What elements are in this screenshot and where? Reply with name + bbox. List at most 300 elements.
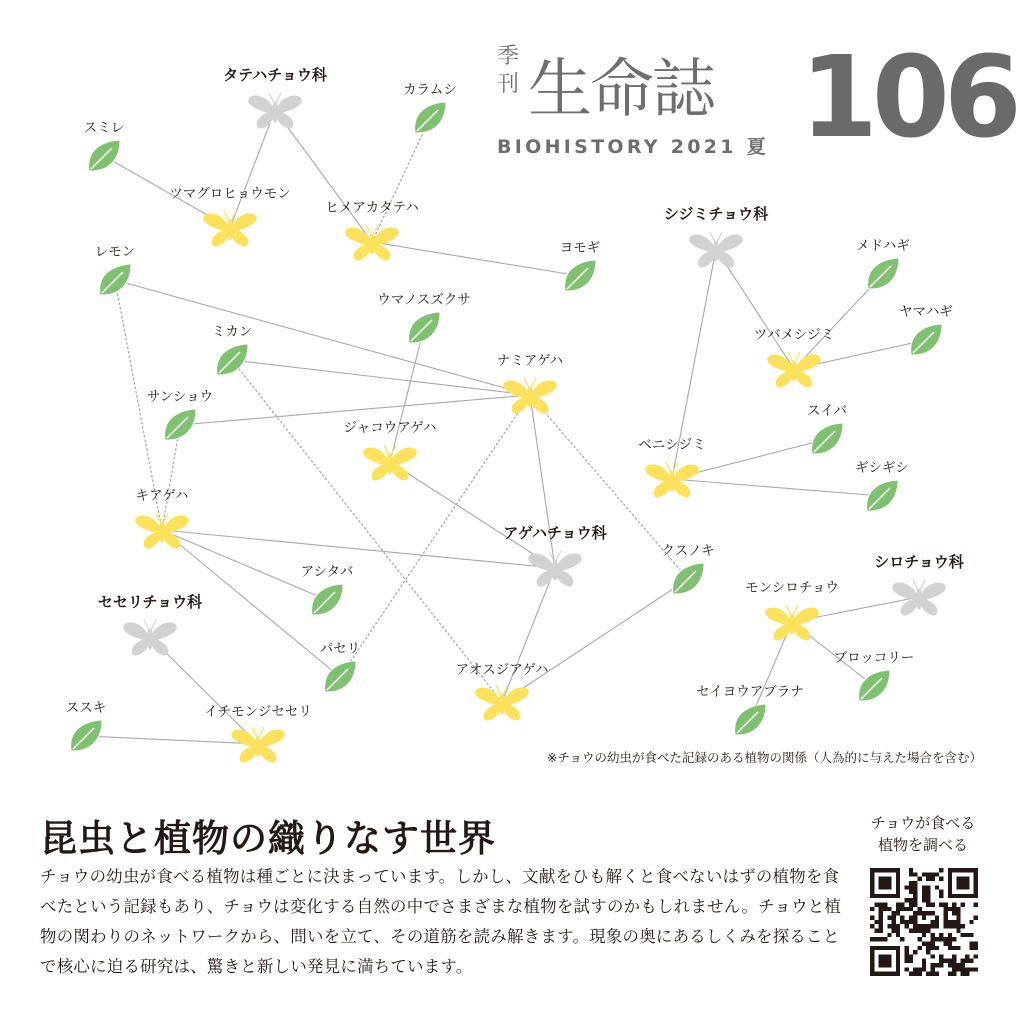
qr-module <box>948 920 952 924</box>
qr-module <box>913 894 917 898</box>
label-benishijimi: ベニシジミ <box>638 437 706 453</box>
label-broccoli: ブロッコリー <box>833 650 915 666</box>
qr-module <box>930 963 934 967</box>
qr-module <box>939 963 943 967</box>
qr-module <box>913 911 917 915</box>
qr-caption-line-2: 植物を調べる <box>877 836 968 854</box>
qr-module <box>922 894 926 898</box>
qr-module <box>879 924 883 928</box>
qr-module <box>961 903 965 907</box>
qr-module <box>930 903 934 907</box>
qr-module <box>918 924 922 928</box>
qr-module <box>956 920 960 924</box>
leaf-icon-yamahagi <box>911 324 942 355</box>
food-link-namiageha-mikan <box>232 360 530 395</box>
qr-module <box>918 937 922 941</box>
qr-module <box>892 920 896 924</box>
qr-module <box>930 911 934 915</box>
magazine-name: 生命誌 <box>528 53 714 127</box>
family-butterfly-icon-tateha <box>249 93 302 128</box>
qr-module <box>900 916 904 920</box>
unusual-link-himeaka-karamushi <box>372 118 430 242</box>
label-tsubame: ツバメシジミ <box>753 327 835 343</box>
qr-module <box>930 954 934 958</box>
qr-module <box>943 916 947 920</box>
qr-module <box>969 933 973 937</box>
butterfly-icon-jakou <box>364 445 417 480</box>
qr-module <box>870 924 874 928</box>
qr-module <box>913 916 917 920</box>
qr-module <box>896 924 900 928</box>
qr-module <box>930 941 934 945</box>
qr-module <box>918 928 922 932</box>
qr-module <box>918 911 922 915</box>
label-shiro: シロチョウ科 <box>874 553 964 571</box>
qr-module <box>874 928 878 932</box>
label-ashitaba: アシタバ <box>300 564 354 580</box>
qr-module <box>969 946 973 950</box>
label-seseri: セセリチョウ科 <box>97 593 203 611</box>
label-ichimonji: イチモンジセセリ <box>204 704 312 720</box>
leaf-icon-gishigishi <box>867 480 898 511</box>
family-butterfly-icon-shiro <box>893 580 946 615</box>
qr-module <box>922 933 926 937</box>
qr-module <box>939 937 943 941</box>
qr-module <box>922 890 926 894</box>
qr-module <box>892 911 896 915</box>
qr-module <box>926 928 930 932</box>
qr-module <box>918 967 922 971</box>
leaf-icon-seiyouaburana <box>735 704 766 735</box>
qr-module <box>870 907 874 911</box>
label-himeaka: ヒメアカタテハ <box>325 200 419 216</box>
qr-module <box>922 885 926 889</box>
qr-module <box>930 920 934 924</box>
qr-module <box>939 868 943 872</box>
qr-module <box>913 890 917 894</box>
qr-module <box>913 903 917 907</box>
qr-module <box>926 898 930 902</box>
qr-module <box>913 898 917 902</box>
family-link-ageha-kiageha <box>162 530 555 568</box>
qr-module <box>913 872 917 876</box>
qr-module <box>961 959 965 963</box>
qr-module <box>969 959 973 963</box>
label-ageha: アゲハチョウ科 <box>503 524 607 542</box>
quarterly-label-top: 季 <box>497 44 520 69</box>
qr-module <box>909 928 913 932</box>
qr-caption <box>858 812 988 856</box>
butterfly-icon-kiageha <box>136 513 189 548</box>
qr-module <box>943 907 947 911</box>
qr-module <box>918 946 922 950</box>
leaf-icon-sanshou <box>165 409 196 440</box>
qr-module <box>922 872 926 876</box>
label-gishigishi: ギシギシ <box>855 460 909 476</box>
qr-module <box>935 916 939 920</box>
qr-module <box>909 903 913 907</box>
qr-module <box>909 898 913 902</box>
label-susuki: ススキ <box>65 700 107 716</box>
leaf-icon-sumire <box>89 140 120 171</box>
qr-module <box>896 911 900 915</box>
leaf-icon-ashitaba <box>312 584 343 615</box>
qr-module <box>974 967 978 971</box>
qr-module <box>909 868 913 872</box>
qr-module <box>935 963 939 967</box>
qr-module <box>922 941 926 945</box>
qr-module <box>930 933 934 937</box>
label-yamahagi: ヤマハギ <box>899 304 953 320</box>
qr-module <box>943 937 947 941</box>
quarterly-label-bottom: 刊 <box>497 72 520 97</box>
qr-module <box>909 907 913 911</box>
qr-module <box>922 967 926 971</box>
qr-module <box>922 928 926 932</box>
qr-module <box>905 920 909 924</box>
qr-module <box>961 933 965 937</box>
qr-module <box>961 963 965 967</box>
qr-module <box>939 877 943 881</box>
qr-code[interactable] <box>870 868 978 976</box>
qr-module <box>892 924 896 928</box>
unusual-link-kiageha-sanshou <box>162 425 180 530</box>
qr-module <box>913 967 917 971</box>
family-butterfly-icon-ageha <box>529 551 582 586</box>
qr-module <box>956 946 960 950</box>
food-link-benishijimi-gishigishi <box>672 479 882 496</box>
label-shijimi: シジミチョウ科 <box>663 205 769 223</box>
qr-module <box>883 937 887 941</box>
family-link-ageha-namiageha <box>530 395 555 568</box>
qr-module <box>913 950 917 954</box>
qr-module <box>896 903 900 907</box>
qr-module <box>913 972 917 976</box>
qr-module <box>892 928 896 932</box>
family-link-tateha-himeaka <box>275 110 372 242</box>
qr-module <box>900 903 904 907</box>
qr-module <box>965 959 969 963</box>
qr-module <box>956 907 960 911</box>
qr-module <box>948 933 952 937</box>
leaf-icon-kusunoki <box>673 563 704 594</box>
qr-module <box>926 972 930 976</box>
qr-module <box>943 920 947 924</box>
qr-module <box>909 954 913 958</box>
qr-module <box>939 903 943 907</box>
qr-module <box>948 963 952 967</box>
qr-module <box>956 963 960 967</box>
qr-module <box>909 972 913 976</box>
qr-module <box>952 903 956 907</box>
connection-lines <box>83 110 926 744</box>
qr-module <box>948 937 952 941</box>
qr-module <box>909 959 913 963</box>
label-karamushi: カラムシ <box>403 82 457 98</box>
qr-module <box>913 924 917 928</box>
label-suiba: スイバ <box>807 403 847 419</box>
qr-module <box>948 924 952 928</box>
leaf-icon-broccoli <box>859 670 890 701</box>
qr-module <box>909 916 913 920</box>
qr-module <box>874 920 878 924</box>
qr-module <box>965 967 969 971</box>
qr-module <box>883 907 887 911</box>
qr-module <box>909 885 913 889</box>
qr-module <box>956 967 960 971</box>
qr-module <box>952 959 956 963</box>
qr-module <box>922 924 926 928</box>
qr-module <box>935 972 939 976</box>
qr-module <box>952 954 956 958</box>
label-namiageha: ナミアゲハ <box>496 353 564 369</box>
qr-finder-pattern <box>879 877 892 890</box>
qr-module <box>874 903 878 907</box>
qr-module <box>900 937 904 941</box>
qr-module <box>922 959 926 963</box>
qr-module <box>974 954 978 958</box>
qr-module <box>887 933 891 937</box>
qr-module <box>952 911 956 915</box>
qr-module <box>905 959 909 963</box>
butterfly-icon-ichimonji <box>232 727 285 762</box>
qr-module <box>956 916 960 920</box>
label-seiyouaburana: セイヨウアブラナ <box>696 684 804 700</box>
qr-module <box>935 937 939 941</box>
qr-module <box>939 894 943 898</box>
qr-module <box>943 903 947 907</box>
qr-module <box>948 946 952 950</box>
qr-module <box>948 959 952 963</box>
qr-module <box>922 916 926 920</box>
qr-module <box>930 937 934 941</box>
leaf-icon-paseri <box>325 661 356 692</box>
qr-module <box>974 903 978 907</box>
qr-module <box>961 967 965 971</box>
qr-module <box>935 885 939 889</box>
label-lemon: レモン <box>94 244 136 260</box>
qr-module <box>926 890 930 894</box>
qr-module <box>926 946 930 950</box>
qr-module <box>926 903 930 907</box>
qr-module <box>952 972 956 976</box>
leaf-icon-medohagi <box>868 258 899 289</box>
leaf-icon-karamushi <box>415 102 446 133</box>
qr-module <box>883 903 887 907</box>
qr-caption-line-1: チョウが食べる <box>870 814 976 832</box>
leaf-icon-lemon <box>100 264 131 295</box>
label-tateha: タテハチョウ科 <box>223 66 327 84</box>
label-tsumaguro: ツマグロヒョウモン <box>169 186 291 202</box>
qr-finder-pattern <box>956 877 969 890</box>
qr-module <box>896 907 900 911</box>
qr-module <box>905 907 909 911</box>
qr-module <box>887 924 891 928</box>
qr-module <box>943 911 947 915</box>
qr-module <box>926 950 930 954</box>
label-kiageha: キアゲハ <box>135 488 189 504</box>
label-monshiro: モンシロチョウ <box>745 580 839 596</box>
family-link-ageha-aosuji <box>502 568 555 702</box>
qr-module <box>930 946 934 950</box>
qr-module <box>956 924 960 928</box>
qr-module <box>961 924 965 928</box>
qr-module <box>935 946 939 950</box>
label-umanosuzukusa: ウマノスズクサ <box>377 292 471 308</box>
qr-module <box>879 907 883 911</box>
qr-finder-pattern <box>879 954 892 967</box>
qr-module <box>926 885 930 889</box>
qr-module <box>909 890 913 894</box>
leaf-icon-susuki <box>71 720 102 751</box>
qr-module <box>913 920 917 924</box>
qr-module <box>969 967 973 971</box>
qr-module <box>948 907 952 911</box>
qr-module <box>887 907 891 911</box>
qr-module <box>913 881 917 885</box>
qr-module <box>905 946 909 950</box>
qr-module <box>943 924 947 928</box>
qr-module <box>939 954 943 958</box>
qr-module <box>922 963 926 967</box>
qr-module <box>870 916 874 920</box>
article-title: 昆虫と植物の織りなす世界 <box>40 817 496 860</box>
qr-module <box>956 911 960 915</box>
qr-module <box>918 972 922 976</box>
label-mikan: ミカン <box>211 324 253 340</box>
qr-module <box>969 941 973 945</box>
label-paseri: パセリ <box>319 641 361 657</box>
leaf-icon-mikan <box>217 344 248 375</box>
qr-module <box>896 928 900 932</box>
issue-number: 106 <box>800 33 1016 163</box>
qr-module <box>930 967 934 971</box>
qr-module <box>948 972 952 976</box>
qr-module <box>926 872 930 876</box>
label-aosuji: アオスジアゲハ <box>455 662 549 678</box>
unusual-link-aosuji-mikan <box>232 360 502 702</box>
qr-module <box>892 916 896 920</box>
qr-module <box>952 924 956 928</box>
qr-module <box>879 937 883 941</box>
leaf-icon-suiba <box>812 423 843 454</box>
butterfly-icon-namiageha <box>504 378 557 413</box>
label-kusunoki: クスノキ <box>661 543 715 559</box>
butterfly-icon-tsumaguro <box>204 211 257 246</box>
qr-module <box>879 911 883 915</box>
butterfly-icon-tsubame <box>768 352 821 387</box>
qr-module <box>922 898 926 902</box>
food-link-jakou-umanosuzukusa <box>390 328 424 462</box>
qr-module <box>930 972 934 976</box>
qr-module <box>935 872 939 876</box>
qr-module <box>935 920 939 924</box>
qr-module <box>969 920 973 924</box>
leaf-icon-yomogi <box>565 260 596 291</box>
qr-module <box>952 907 956 911</box>
qr-module <box>961 972 965 976</box>
qr-module <box>943 959 947 963</box>
qr-module <box>870 937 874 941</box>
qr-module <box>909 881 913 885</box>
qr-module <box>887 916 891 920</box>
qr-module <box>935 924 939 928</box>
qr-module <box>905 950 909 954</box>
qr-module <box>926 941 930 945</box>
magazine-subtitle: BIOHISTORY 2021 夏 <box>497 136 770 158</box>
qr-module <box>930 872 934 876</box>
qr-module <box>930 877 934 881</box>
unusual-link-namiageha-paseri <box>340 395 530 677</box>
qr-module <box>939 959 943 963</box>
qr-module <box>905 954 909 958</box>
qr-module <box>922 911 926 915</box>
qr-module <box>918 877 922 881</box>
food-link-aosuji-kusunoki <box>502 579 688 702</box>
qr-module <box>918 907 922 911</box>
qr-module <box>952 963 956 967</box>
butterfly-icon-aosuji <box>476 685 529 720</box>
article-body: チョウの幼虫が食べる植物は種ごとに決まっています。しかし、文献をひも解くと食べないはずの植物を食べたという記録もあり、チョウは変化する自然の中でさまざまな植物を試すのかもしれません。チョウと植物の関わりのネットワークから、問いを立て、その道筋を読み解きます。現象の奥にあるしくみを探ることで核心に迫る研究は、驚きと新しい発見に満ちています。 <box>40 867 842 976</box>
qr-module <box>905 967 909 971</box>
qr-module <box>926 877 930 881</box>
label-jakou: ジャコウアゲハ <box>343 420 437 436</box>
qr-module <box>879 920 883 924</box>
label-yomogi: ヨモギ <box>559 240 601 256</box>
qr-module <box>948 941 952 945</box>
family-link-tateha-tsumaguro <box>230 110 275 228</box>
qr-module <box>965 933 969 937</box>
qr-module <box>900 907 904 911</box>
butterfly-icon-monshiro <box>766 605 819 640</box>
label-sanshou: サンショウ <box>146 389 214 405</box>
qr-module <box>965 972 969 976</box>
family-butterfly-icon-seseri <box>124 620 177 655</box>
qr-module <box>952 920 956 924</box>
qr-module <box>874 937 878 941</box>
qr-module <box>905 898 909 902</box>
leaf-icon-umanosuzukusa <box>409 312 440 343</box>
label-medohagi: メドハギ <box>856 238 910 254</box>
qr-module <box>900 920 904 924</box>
qr-module <box>965 954 969 958</box>
qr-module <box>909 872 913 876</box>
label-sumire: スミレ <box>83 120 125 136</box>
qr-module <box>879 903 883 907</box>
food-link-himeaka-yomogi <box>372 242 580 276</box>
qr-module <box>974 946 978 950</box>
qr-module <box>905 885 909 889</box>
family-butterfly-icon-shijimi <box>690 232 743 267</box>
butterfly-icon-himeaka <box>346 225 399 260</box>
butterfly-icon-benishijimi <box>646 462 699 497</box>
qr-module <box>926 911 930 915</box>
qr-module <box>943 941 947 945</box>
qr-module <box>879 928 883 932</box>
qr-module <box>952 946 956 950</box>
qr-module <box>926 894 930 898</box>
qr-module <box>905 924 909 928</box>
qr-module <box>952 937 956 941</box>
qr-module <box>896 933 900 937</box>
diagram-footnote: ※チョウの幼虫が食べた記録のある植物の関係（人為的に与えた場合を含む） <box>546 750 982 765</box>
qr-module <box>930 924 934 928</box>
qr-module <box>939 890 943 894</box>
qr-module <box>974 916 978 920</box>
qr-module <box>913 928 917 932</box>
qr-module <box>939 933 943 937</box>
qr-module <box>952 967 956 971</box>
